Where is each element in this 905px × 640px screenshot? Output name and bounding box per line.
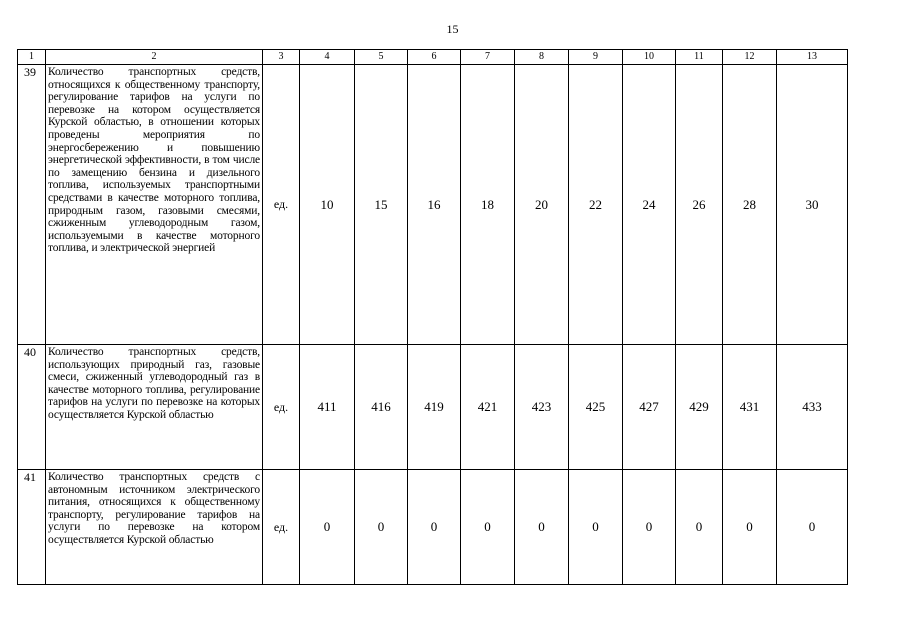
indicators-table	[17, 49, 848, 585]
value-cell: 433	[777, 345, 848, 470]
value-cell: 425	[569, 345, 623, 470]
column-number: 7	[461, 50, 515, 65]
value-cell: 0	[569, 470, 623, 585]
value-cell: 0	[461, 470, 515, 585]
value-cell: 28	[723, 65, 777, 345]
value-cell: 427	[623, 345, 676, 470]
row-number: 39	[18, 65, 46, 345]
column-number: 2	[46, 50, 263, 65]
value-cell: 24	[623, 65, 676, 345]
unit-cell: ед.	[263, 470, 300, 585]
value-cell: 20	[515, 65, 569, 345]
value-cell: 10	[300, 65, 355, 345]
value-cell: 22	[569, 65, 623, 345]
indicator-description: Количество транспортных средств с автономным источником электрического питания, относящихся к общественному транспорту, регулирование тарифов на услуги по перевозке на котором осуществляется Курской областью	[46, 470, 263, 585]
column-number: 1	[18, 50, 46, 65]
column-number: 9	[569, 50, 623, 65]
value-cell: 15	[355, 65, 408, 345]
value-cell: 0	[408, 470, 461, 585]
column-number: 11	[676, 50, 723, 65]
column-number: 12	[723, 50, 777, 65]
column-number: 13	[777, 50, 848, 65]
value-cell: 0	[515, 470, 569, 585]
value-cell: 429	[676, 345, 723, 470]
value-cell: 30	[777, 65, 848, 345]
value-cell: 0	[777, 470, 848, 585]
value-cell: 0	[355, 470, 408, 585]
column-number: 6	[408, 50, 461, 65]
column-number: 5	[355, 50, 408, 65]
row-number: 41	[18, 470, 46, 585]
unit-cell: ед.	[263, 345, 300, 470]
value-cell: 419	[408, 345, 461, 470]
value-cell: 0	[723, 470, 777, 585]
column-number: 4	[300, 50, 355, 65]
value-cell: 423	[515, 345, 569, 470]
indicator-description: Количество транспортных средств, использующих природный газ, газовые смеси, сжиженный углеводородный газ в качестве моторного топлива, регулирование тарифов на услуги по перевозке на которых осуществляется Курской областью	[46, 345, 263, 470]
column-number: 3	[263, 50, 300, 65]
column-number: 8	[515, 50, 569, 65]
row-number: 40	[18, 345, 46, 470]
page-number: 15	[446, 22, 459, 36]
column-number: 10	[623, 50, 676, 65]
value-cell: 0	[300, 470, 355, 585]
value-cell: 16	[408, 65, 461, 345]
unit-cell: ед.	[263, 65, 300, 345]
table-row	[18, 345, 848, 470]
value-cell: 431	[723, 345, 777, 470]
value-cell: 411	[300, 345, 355, 470]
table-row	[18, 65, 848, 345]
value-cell: 26	[676, 65, 723, 345]
value-cell: 0	[623, 470, 676, 585]
table-row	[18, 470, 848, 585]
value-cell: 18	[461, 65, 515, 345]
value-cell: 421	[461, 345, 515, 470]
value-cell: 416	[355, 345, 408, 470]
column-number-row	[18, 50, 848, 65]
indicator-description: Количество транспортных средств, относящихся к общественному транспорту, регулирование тарифов на услуги по перевозке на котором осуществляется Курской областью, в отношении которых проведены мероприятия по энергосбережению и повышению энергетической эффективности, в том числе по замещению бензина и дизельного топлива, используемых транспортными средствами в качестве моторного топлива, природным газом, газовыми смесями, сжиженным углеводородным газом, используемыми в качестве моторного топлива, и электрической энергией	[46, 65, 263, 345]
value-cell: 0	[676, 470, 723, 585]
